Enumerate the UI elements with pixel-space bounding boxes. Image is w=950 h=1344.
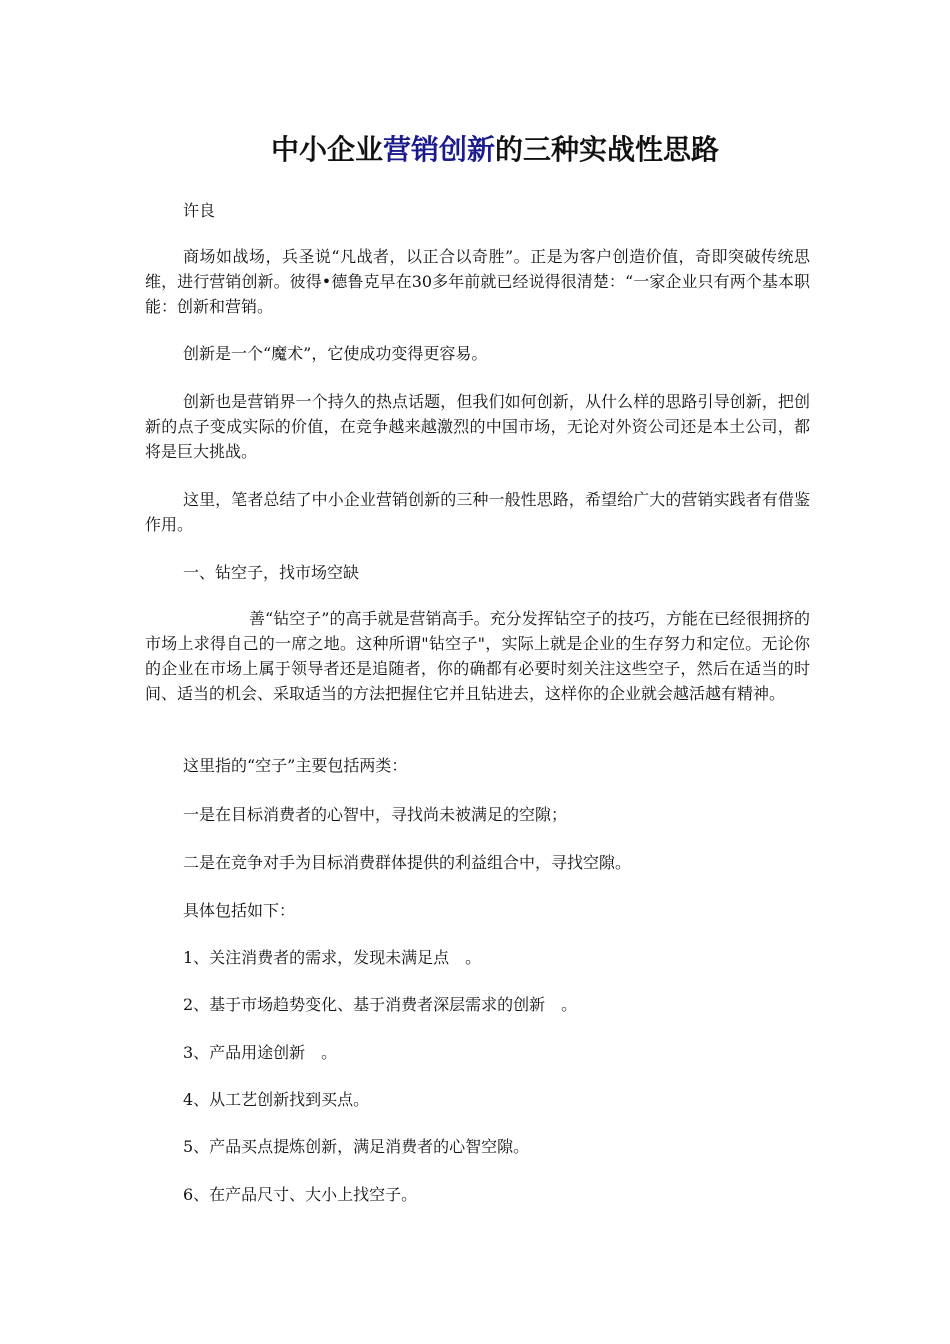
gap-type-1: 一是在目标消费者的心智中，寻找尚未被满足的空隙； (183, 805, 568, 824)
title-part1: 中小企业 (270, 133, 383, 166)
paragraph-4: 这里，笔者总结了中小企业营销创新的三种一般性思路，希望给广大的营销实践者有借鉴作用。 (145, 490, 810, 534)
document-title (0, 128, 950, 168)
section1-paragraph: 善“钻空子”的高手就是营销高手。充分发挥钻空子的技巧，方能在已经很拥挤的市场上求得自己的一席之地。这种所谓"钻空子"，实际上就是企业的生存努力和定位。无论你的企业在市场上属于领导者还是追随者，你的确都有必要时刻关注这些空子，然后在适当的时间、适当的机会、采取适当的方法把握住它并且钻进去，这样你的企业就会越活越有精神。 (145, 609, 810, 703)
gap-type-2: 二是在竞争对手为目标消费群体提供的利益组合中，寻找空隙。 (183, 853, 632, 872)
author: 许良 (183, 201, 216, 220)
list-intro: 具体包括如下： (183, 901, 296, 920)
list-item: 4、从工艺创新找到买点。 (183, 1090, 370, 1109)
list-item: 3、产品用途创新 。 (183, 1043, 338, 1062)
list-item: 1、关注消费者的需求，发现未满足点 。 (183, 948, 482, 967)
title-link[interactable]: 营销创新 (382, 133, 495, 166)
title-part2: 的三种实战性思路 (495, 133, 720, 166)
list-item: 5、产品买点提炼创新，满足消费者的心智空隙。 (183, 1137, 530, 1156)
list-item: 6、在产品尺寸、大小上找空子。 (183, 1185, 418, 1204)
paragraph-3: 创新也是营销界一个持久的热点话题，但我们如何创新，从什么样的思路引导创新，把创新的点子变成实际的价值，在竞争越来越激烈的中国市场，无论对外资公司还是本土公司，都将是巨大挑战。 (145, 392, 810, 461)
list-item: 2、基于市场趋势变化、基于消费者深层需求的创新 。 (183, 995, 578, 1014)
paragraph-2: 创新是一个“魔术”，它使成功变得更容易。 (183, 344, 488, 363)
section1-heading: 一、钻空子，找市场空缺 (183, 563, 360, 582)
paragraph-1: 商场如战场，兵圣说“凡战者，以正合以奇胜”。正是为客户创造价值，奇即突破传统思维，进行营销创新。彼得•德鲁克早在30多年前就已经说得很清楚：“一家企业只有两个基本职能：创新和营销。 (145, 247, 810, 316)
gaps-intro: 这里指的“空子”主要包括两类： (183, 756, 408, 775)
